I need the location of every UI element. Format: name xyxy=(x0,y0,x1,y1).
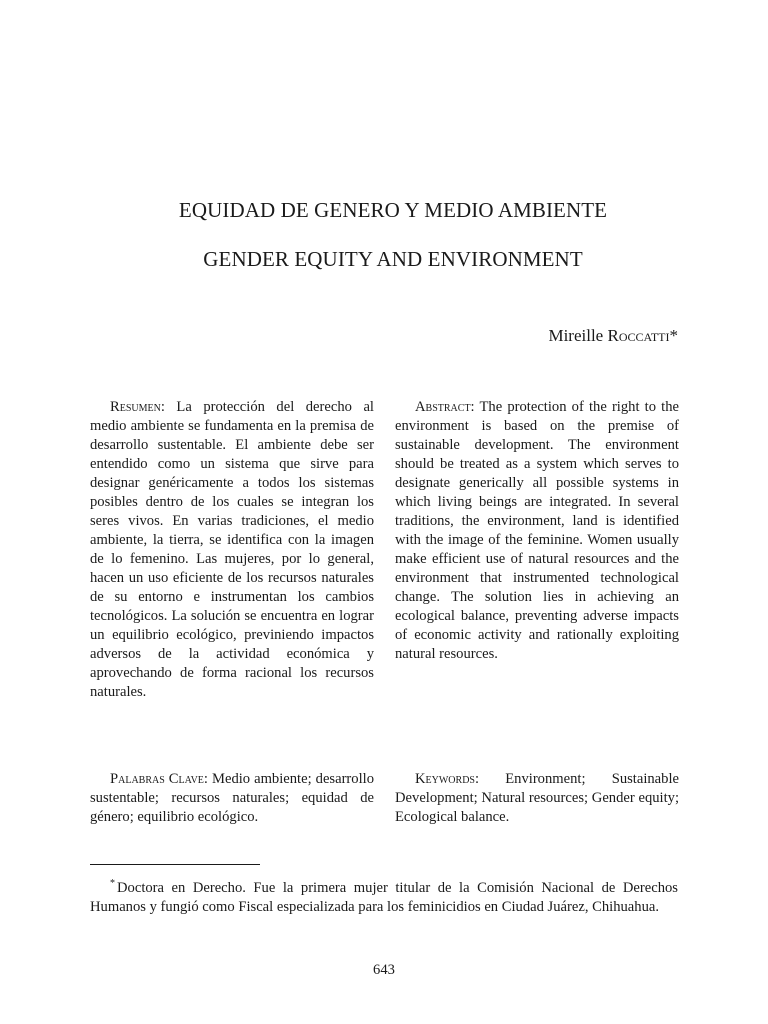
abstract-english-label: Abstract: xyxy=(415,399,475,415)
author-line xyxy=(548,326,678,346)
keywords-spanish-label: Palabras Clave: xyxy=(110,771,208,787)
keywords-english-text: Environment; Sustainable Development; Natural resources; Gender equity; Ecological balance. xyxy=(395,771,679,825)
keywords-english-label: Keywords: xyxy=(415,771,480,787)
title-english: GENDER EQUITY AND ENVIRONMENT xyxy=(203,247,583,271)
footnote-text: Doctora en Derecho. Fue la primera mujer titular de la Comisión Nacional de Derechos Humanos y fungió como Fiscal especializada para los feminicidios en Ciudad Juárez, Chihuahua. xyxy=(90,880,678,915)
keywords-english xyxy=(395,770,679,827)
footnote-divider xyxy=(90,864,260,865)
abstract-english xyxy=(395,398,679,664)
author-last-name: Roccatti xyxy=(607,326,670,345)
abstract-spanish-text: La protección del derecho al medio ambiente se fundamenta en la premisa de desarrollo sustentable. El ambiente debe ser entendido como un sistema que sirve para designar genéricamente a todos los sistemas posibles dentro de los cuales se integran los seres vivos. En varias tradiciones, el medio ambiente, la tierra, se identifica con la imagen de lo femenino. Las mujeres, por lo general, hacen un uso eficiente de los recursos naturales de su entorno e instrumentan los cambios tecnológicos. La solución se encuentra en lograr un equilibrio ecológico, previniendo impactos adversos de la actividad económica y aprovechando de forma racional los recursos naturales. xyxy=(90,399,374,700)
abstract-english-text: The protection of the right to the environment is based on the premise of sustainable development. The environment should be treated as a system which serves to designate generically all possible systems in which living beings are integrated. In several traditions, the environment, land is identified with the image of the feminine. Women usually make efficient use of natural resources and the environment that instrumented technological change. The solution lies in achieving an ecological balance, preventing adverse impacts of economic activity and rationally exploiting natural resources. xyxy=(395,399,679,662)
footnote-marker: * xyxy=(110,878,115,889)
keywords-spanish xyxy=(90,770,374,827)
author-first-name: Mireille xyxy=(548,326,604,345)
abstract-spanish-label: Resumen: xyxy=(110,399,165,415)
title-spanish: EQUIDAD DE GENERO Y MEDIO AMBIENTE xyxy=(178,198,608,222)
keywords-spanish-text: Medio ambiente; desarrollo sustentable; recursos naturales; equidad de género; equilibrio ecológico. xyxy=(90,771,374,825)
abstract-spanish xyxy=(90,398,374,702)
author-footnote-marker: * xyxy=(669,326,678,345)
footnote xyxy=(90,874,678,917)
page-number: 643 xyxy=(373,962,395,978)
